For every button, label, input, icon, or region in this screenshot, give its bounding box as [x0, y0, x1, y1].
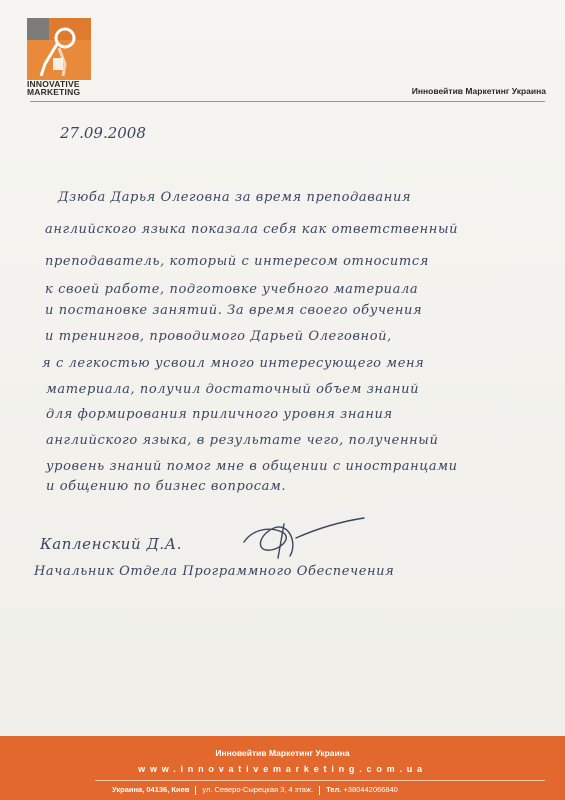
- handwritten-signature: [238, 512, 368, 562]
- logo-text: INNOVATIVE MARKETING: [27, 79, 81, 97]
- letter-line: для формирования приличного уровня знания: [46, 407, 393, 422]
- header-divider: [30, 101, 545, 102]
- header-company-name: Инновейтив Маркетинг Украина: [411, 86, 546, 96]
- letter-line: уровень знаний помог мне в общении с иностранцами: [46, 459, 458, 474]
- letter-line: английского языка показала себя как ответственный: [45, 222, 459, 237]
- logo-figure-icon: [35, 24, 83, 76]
- footer-address-street: ул. Северо-Сырецкая 3, 4 этаж.: [202, 785, 314, 794]
- letter-line: Дзюба Дарья Олеговна за время преподавания: [58, 190, 412, 205]
- letter-line: и общению по бизнес вопросам.: [46, 479, 287, 494]
- letter-line: и тренингов, проводимого Дарьей Олеговной,: [45, 329, 392, 344]
- letter-line: английского языка, в результате чего, полученный: [46, 433, 439, 448]
- logo-mark-icon: [27, 18, 91, 80]
- letter-line: я с легкостью усвоил много интересующего меня: [42, 356, 425, 371]
- letter-line: материала, получил достаточный объем знаний: [46, 382, 420, 397]
- letter-line: к своей работе, подготовке учебного материала: [45, 282, 419, 297]
- footer-divider: [95, 780, 545, 781]
- letter-line: и постановке занятий. За время своего обучения: [45, 303, 423, 318]
- footer-website: www.innovativemarketing.com.ua: [138, 764, 427, 774]
- footer-band: [0, 736, 565, 800]
- footer-address: [112, 785, 398, 795]
- innovative-marketing-logo: [27, 18, 91, 96]
- footer-address-city: Украина, 04136, Киев: [112, 785, 190, 794]
- footer-phone: +380442066840: [343, 785, 398, 794]
- signer-position: Начальник Отдела Программного Обеспечения: [34, 564, 395, 579]
- footer-company-name: Инновейтив Маркетинг Украина: [215, 748, 350, 758]
- footer-phone-label: Тел.: [326, 785, 342, 794]
- signer-name: Капленский Д.А.: [40, 535, 183, 553]
- letter-line: преподаватель, который с интересом относится: [45, 254, 429, 269]
- letter-date: 27.09.2008: [60, 124, 146, 142]
